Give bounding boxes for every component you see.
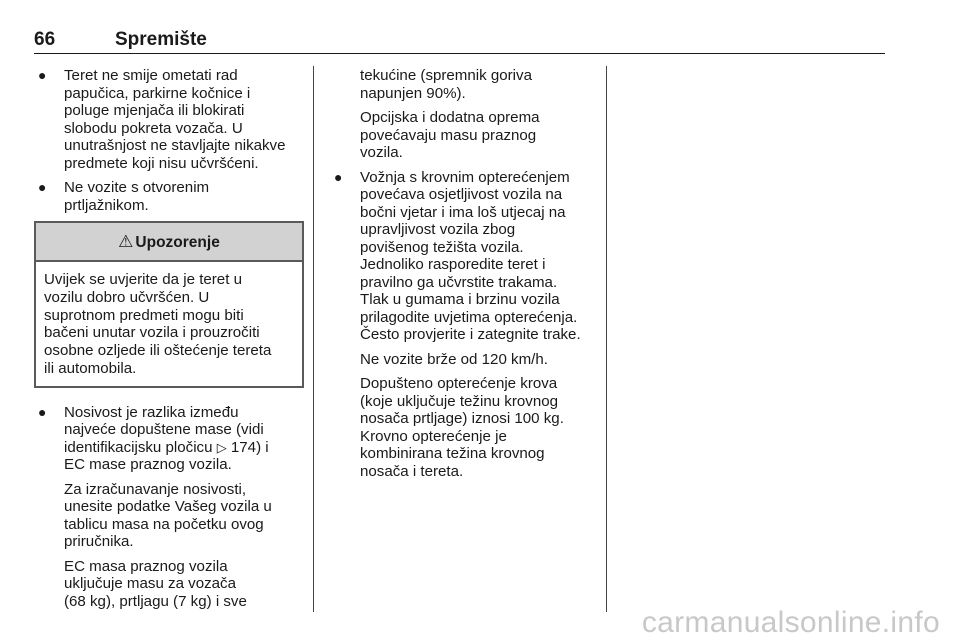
- text-line: prtljažnikom.: [64, 196, 149, 214]
- warning-box: [34, 221, 304, 388]
- column-divider-left: [313, 66, 314, 612]
- text-line: osobne ozljede ili oštećenje tereta: [44, 342, 272, 360]
- column-left: [34, 67, 304, 617]
- warning-triangle-icon: ⚠: [118, 232, 134, 251]
- text-line: povišenog težišta vozila.: [360, 238, 524, 256]
- page-reference-icon[interactable]: ▷: [216, 439, 227, 455]
- text-line: unutrašnjost ne stavljajte nikakve: [64, 137, 286, 154]
- column-divider-right: [606, 66, 607, 612]
- text-line: bočni vjetar i ima loš utjecaj na: [360, 203, 566, 221]
- bullet-item-cargo-obstruction: [34, 67, 304, 172]
- bullet-dot-icon: ●: [38, 179, 47, 195]
- paragraph-optional-equipment: [330, 109, 595, 162]
- text-line: slobodu pokreta vozača. U: [64, 119, 243, 137]
- warning-body: [36, 262, 302, 386]
- text-line: nosača i tereta.: [360, 462, 464, 480]
- text-line: najveće dopuštene mase (vidi: [64, 421, 264, 439]
- text-line: napunjen 90%).: [360, 84, 466, 102]
- text-line: Ne vozite brže od 120 km/h.: [360, 350, 548, 368]
- paragraph-payload-calculation: [34, 481, 304, 551]
- page-header: [34, 27, 885, 54]
- text-line: povećavaju masu praznog: [360, 126, 537, 144]
- text-fragment: identifikacijsku pločicu: [64, 438, 217, 456]
- text-line: (koje uključuje težinu krovnog: [360, 392, 559, 410]
- text-line: kombinirana težina krovnog: [360, 445, 545, 462]
- bullet-dot-icon: ●: [38, 403, 47, 420]
- text-line: Tlak u gumama i brzinu vozila: [360, 291, 560, 308]
- text-line: Krovno opterećenje je: [360, 427, 507, 445]
- bullet-item-open-trunk: [34, 179, 304, 214]
- text-line: tablicu masa na početku ovog: [64, 515, 264, 533]
- text-line: Ne vozite s otvorenim: [64, 179, 210, 196]
- text-line: [64, 439, 304, 457]
- text-line: nosača prtljage) iznosi 100 kg.: [360, 410, 564, 427]
- warning-title: Upozorenje: [135, 234, 220, 251]
- watermark: carmanualsonline.info: [641, 606, 940, 639]
- paragraph-speed-limit: [330, 351, 595, 369]
- section-title: Spremište: [115, 29, 207, 50]
- bullet-item-payload: [34, 404, 304, 474]
- text-line: uključuje masu za vozača: [64, 575, 236, 593]
- text-line: tekućine (spremnik goriva: [360, 67, 532, 84]
- text-line: EC mase praznog vozila.: [64, 456, 232, 474]
- text-line: vozilu dobro učvršćen. U: [44, 288, 210, 306]
- page-number: 66: [34, 29, 56, 50]
- text-line: Dopušteno opterećenje krova: [360, 375, 558, 392]
- text-line: Opcijska i dodatna oprema: [360, 109, 540, 126]
- text-line: vozila.: [360, 144, 403, 161]
- text-line: poluge mjenjača ili blokirati: [64, 102, 245, 119]
- text-line: ili automobila.: [44, 359, 137, 377]
- text-line: (68 kg), prtljagu (7 kg) i sve: [64, 592, 247, 610]
- bullet-dot-icon: ●: [38, 67, 47, 83]
- text-line: unesite podatke Vašeg vozila u: [64, 498, 272, 516]
- text-line: priručnika.: [64, 533, 134, 551]
- text-line: Jednoliko rasporedite teret i: [360, 256, 546, 273]
- paragraph-ec-mass: [34, 558, 304, 611]
- paragraph-roof-load-limit: [330, 375, 595, 480]
- text-line: suprotnom predmeti mogu biti: [44, 306, 244, 324]
- text-line: Vožnja s krovnim opterećenjem: [360, 168, 570, 186]
- text-line: papučica, parkirne kočnice i: [64, 84, 251, 102]
- column-middle: [330, 67, 595, 487]
- text-line: predmete koji nisu učvršćeni.: [64, 154, 259, 172]
- text-line: Često provjerite i zategnite trake.: [360, 326, 581, 343]
- text-line: Nosivost je razlika između: [64, 403, 239, 421]
- bullet-item-roof-load: [330, 169, 595, 344]
- text-line: EC masa praznog vozila: [64, 557, 228, 575]
- text-fragment: 174) i: [226, 438, 269, 456]
- warning-header: [36, 223, 302, 262]
- text-line: povećava osjetljivost vozila na: [360, 186, 563, 203]
- text-line: Uvijek se uvjerite da je teret u: [44, 271, 242, 288]
- paragraph-ec-mass-continued: [330, 67, 595, 102]
- bullet-dot-icon: ●: [334, 168, 343, 185]
- text-line: upravljivost vozila zbog: [360, 221, 516, 238]
- text-line: pravilno ga učvrstite trakama.: [360, 273, 558, 291]
- text-line: Za izračunavanje nosivosti,: [64, 480, 247, 498]
- text-line: prilagodite uvjetima opterećenja.: [360, 308, 578, 326]
- text-line: bačeni unutar vozila i prouzročiti: [44, 324, 260, 342]
- text-line: Teret ne smije ometati rad: [64, 67, 238, 84]
